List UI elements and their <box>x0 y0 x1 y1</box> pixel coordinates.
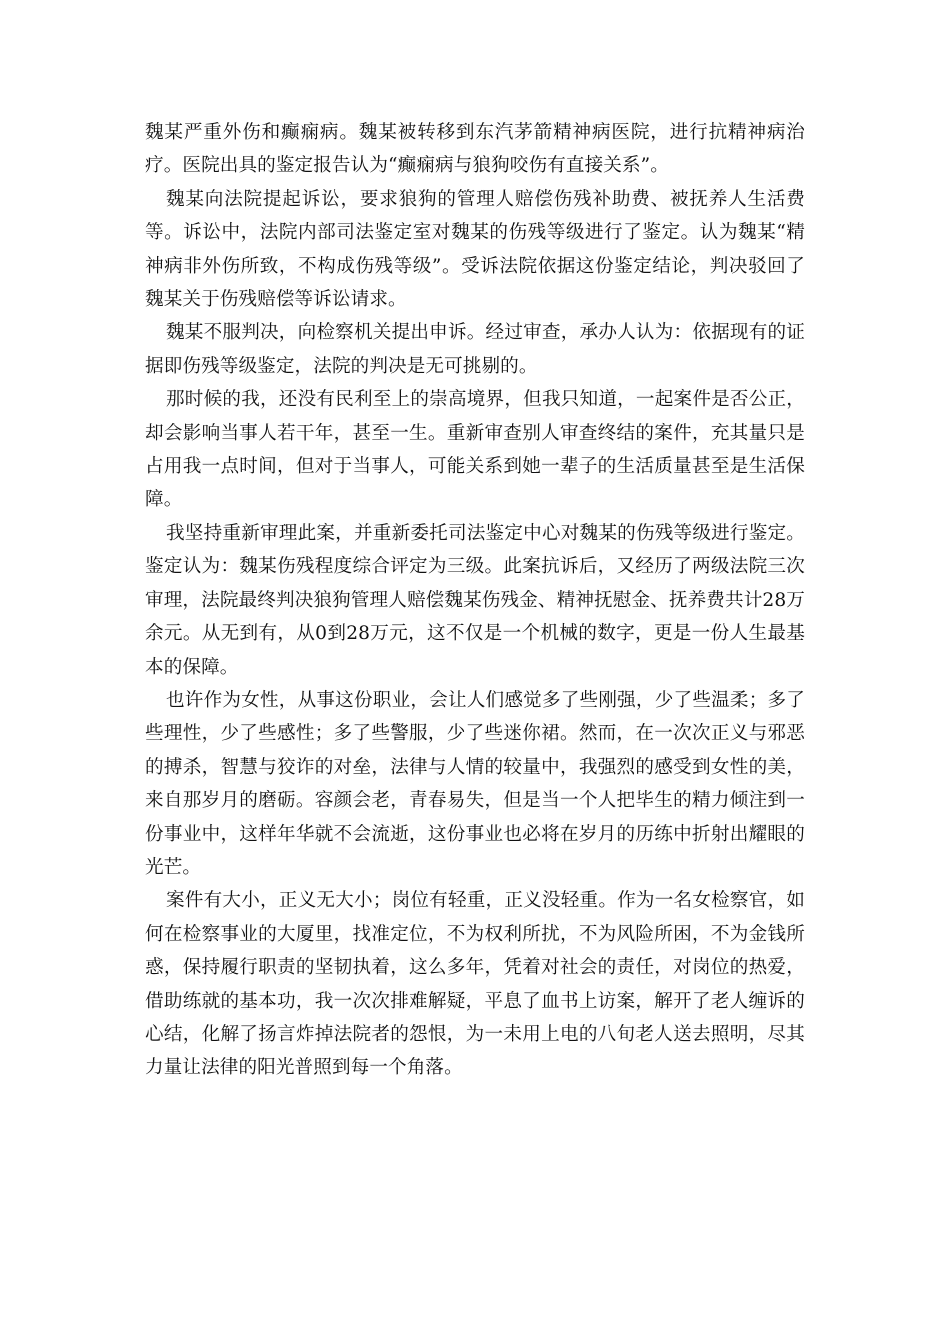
document-body <box>145 116 805 1085</box>
paragraph-1: 魏某严重外伤和癫痫病。魏某被转移到东汽茅箭精神病医院，进行抗精神病治疗。医院出具的鉴定报告认为“癫痫病与狼狗咬伤有直接关系”。 <box>145 122 805 177</box>
paragraph-7: 案件有大小，正义无大小；岗位有轻重，正义没轻重。作为一名女检察官，如何在检察事业的大厦里，找准定位，不为权利所扰，不为风险所困，不为金钱所惑，保持履行职责的坚韧执着，这么多年，凭着对社会的责任，对岗位的热爱，借助练就的基本功，我一次次排难解疑，平息了血书上访案，解开了老人缠诉的心结，化解了扬言炸掉法院者的怨恨，为一未用上电的八旬老人送去照明，尽其力量让法律的阳光普照到每一个角落。 <box>145 890 805 1079</box>
paragraph-6: 也许作为女性，从事这份职业，会让人们感觉多了些刚强，少了些温柔；多了些理性，少了些感性；多了些警服，少了些迷你裙。然而，在一次次正义与邪恶的搏杀，智慧与狡诈的对垒，法律与人情的较量中，我强烈的感受到女性的美，来自那岁月的磨砺。容颜会老，青春易失，但是当一个人把毕生的精力倾注到一份事业中，这样年华就不会流逝，这份事业也必将在岁月的历练中折射出耀眼的光芒。 <box>145 689 805 878</box>
paragraph-5: 我坚持重新审理此案，并重新委托司法鉴定中心对魏某的伤残等级进行鉴定。鉴定认为：魏某伤残程度综合评定为三级。此案抗诉后，又经历了两级法院三次审理，法院最终判决狼狗管理人赔偿魏某伤残金、精神抚慰金、抚养费共计28万余元。从无到有，从0到28万元，这不仅是一个机械的数字，更是一份人生最基本的保障。 <box>145 522 805 678</box>
paragraph-3: 魏某不服判决，向检察机关提出申诉。经过审查，承办人认为：依据现有的证据即伤残等级鉴定，法院的判决是无可挑剔的。 <box>145 322 805 377</box>
paragraph-4: 那时候的我，还没有民利至上的崇高境界，但我只知道，一起案件是否公正，却会影响当事人若干年，甚至一生。重新审查别人审查终结的案件，充其量只是占用我一点时间，但对于当事人，可能关系到她一辈子的生活质量甚至是生活保障。 <box>145 389 805 511</box>
paragraph-2: 魏某向法院提起诉讼，要求狼狗的管理人赔偿伤残补助费、被抚养人生活费等。诉讼中，法院内部司法鉴定室对魏某的伤残等级进行了鉴定。认为魏某“精神病非外伤所致，不构成伤残等级”。受诉法院依据这份鉴定结论，判决驳回了魏某关于伤残赔偿等诉讼请求。 <box>145 188 805 311</box>
